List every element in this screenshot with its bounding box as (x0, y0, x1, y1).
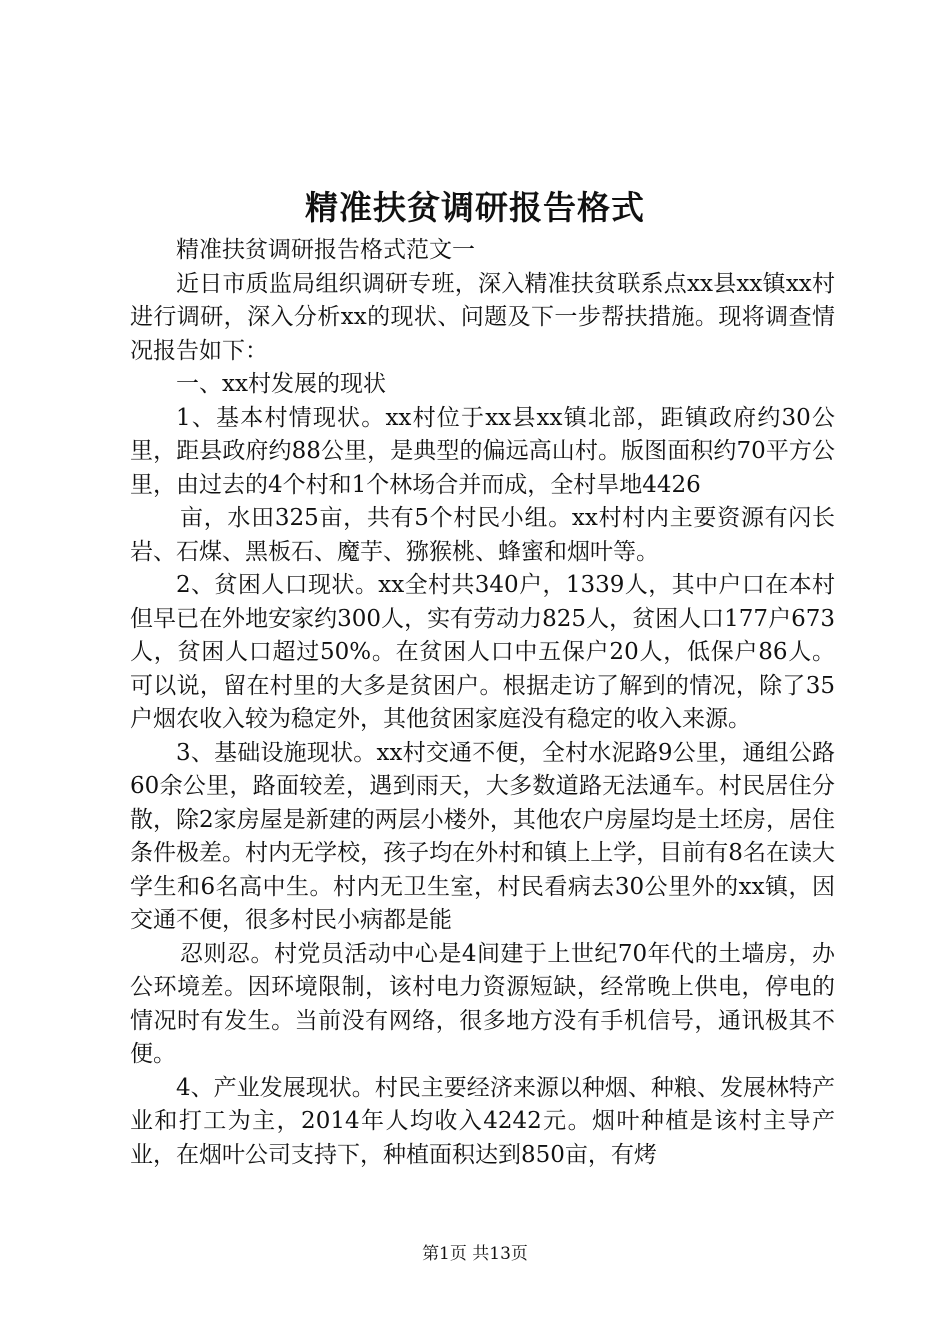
paragraph-subtitle: 精准扶贫调研报告格式范文一 (176, 237, 475, 263)
document-title: 精准扶贫调研报告格式 (305, 188, 645, 227)
document-body (130, 234, 835, 1172)
paragraph-basic-situation-cont: 亩，水田325亩，共有5个村民小组。xx村村内主要资源有闪长岩、石煤、黑板石、魔芋、猕猴桃、蜂蜜和烟叶等。 (130, 505, 835, 565)
paragraph-poverty-population: 2、贫困人口现状。xx全村共340户，1339人，其中户口在本村但早已在外地安家约300人，实有劳动力825人，贫困人口177户673人，贫困人口超过50%。在贫困人口中五保户20人，低保户86人。可以说，留在村里的大多是贫困户。根据走访了解到的情况，除了35户烟农收入较为稳定外，其他贫困家庭没有稳定的收入来源。 (130, 572, 835, 732)
paragraph-infrastructure-cont: 忍则忍。村党员活动中心是4间建于上世纪70年代的土墙房，办公环境差。因环境限制，该村电力资源短缺，经常晚上供电，停电的情况时有发生。当前没有网络，很多地方没有手机信号，通讯极其不便。 (130, 940, 835, 1067)
section-heading: 一、xx村发展的现状 (176, 371, 386, 397)
paragraph-infrastructure: 3、基础设施现状。xx村交通不便，全村水泥路9公里，通组公路60余公里，路面较差，遇到雨天，大多数道路无法通车。村民居住分散，除2家房屋是新建的两层小楼外，其他农户房屋均是土坯房，居住条件极差。村内无学校，孩子均在外村和镇上上学，目前有8名在读大学生和6名高中生。村内无卫生室，村民看病去30公里外的xx镇，因交通不便，很多村民小病都是能 (130, 739, 835, 933)
paragraph-industry: 4、产业发展现状。村民主要经济来源以种烟、种粮、发展林特产业和打工为主，2014年人均收入4242元。烟叶种植是该村主导产业，在烟叶公司支持下，种植面积达到850亩，有烤 (130, 1074, 835, 1168)
page-footer: 第1页 共13页 (422, 1244, 528, 1264)
paragraph-basic-situation: 1、基本村情现状。xx村位于xx县xx镇北部，距镇政府约30公里，距县政府约88公里，是典型的偏远高山村。版图面积约70平方公里，由过去的4个村和1个林场合并而成，全村旱地4426 (130, 404, 835, 498)
paragraph-intro: 近日市质监局组织调研专班，深入精准扶贫联系点xx县xx镇xx村进行调研，深入分析xx的现状、问题及下一步帮扶措施。现将调查情况报告如下： (130, 270, 835, 364)
